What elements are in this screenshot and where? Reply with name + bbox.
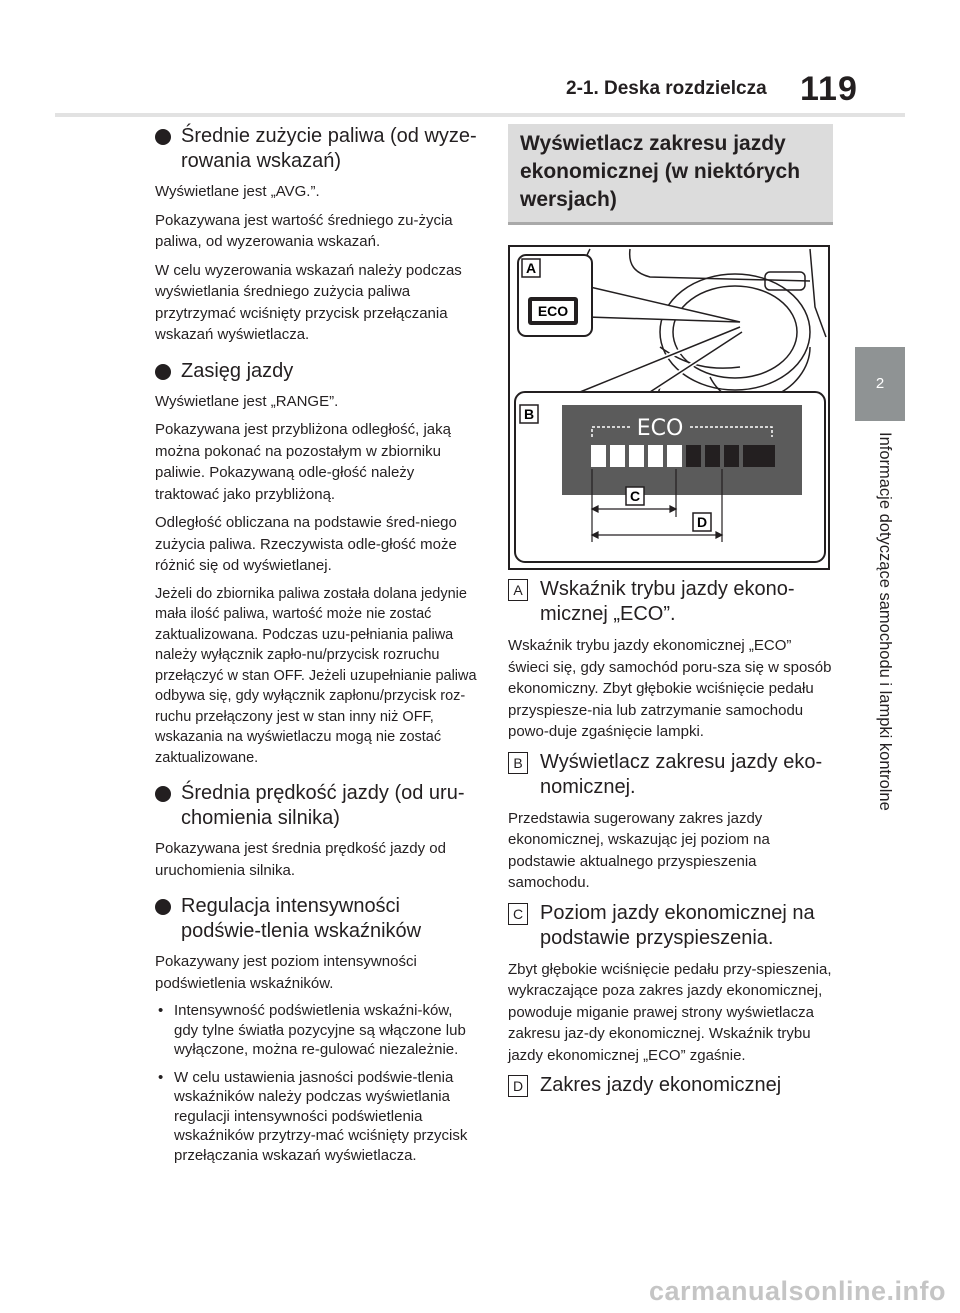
header-divider bbox=[55, 113, 905, 117]
chapter-title: Informacje dotyczące samochodu i lampki kontrolne bbox=[876, 432, 894, 811]
paragraph: Wyświetlane jest „AVG.”. bbox=[155, 183, 320, 200]
label-a-heading: A Wskaźnik trybu jazdy ekono-micznej „ECO”. bbox=[508, 577, 833, 627]
paragraph: Przedstawia sugerowany zakres jazdy ekonomicznej, wskazując jej poziom na podstawie aktualnego przyspieszenia samochodu. bbox=[508, 809, 770, 891]
page-number: 119 bbox=[800, 70, 858, 108]
paragraph: Odległość obliczana na podstawie śred-niego zużycia paliwa. Rzeczywista odle-głość może różnić się od wyświetlanej. bbox=[155, 514, 457, 574]
paragraph: W celu wyzerowania wskazań należy podczas wyświetlania średniego zużycia paliwa przytrzymać wciśnięty przycisk przełączania wskazań wyświetlacza. bbox=[155, 261, 462, 343]
paragraph: Wskaźnik trybu jazdy ekonomicznej „ECO” świeci się, gdy samochód poru-sza się w sposób ekonomiczny. Zbyt głębokie wciśnięcie pedału przyspiesze-nia lub zatrzymanie samochodu powo-duje zgaśnięcie lampki. bbox=[508, 637, 832, 740]
subheading-avg-speed: Średnia prędkość jazdy (od uru-chomienia silnika) bbox=[155, 781, 480, 831]
paragraph: Pokazywana jest przybliżona odległość, jaką można pokonać na pozostałym w zbiorniku paliwie. Pokazywaną odle-głość należy traktować jako przybliżoną. bbox=[155, 421, 451, 503]
paragraph: Pokazywana jest wartość średniego zu-życia paliwa, od wyzerowania wskazań. bbox=[155, 211, 453, 250]
fig-label-b: B bbox=[523, 406, 535, 422]
eco-bar-label: ECO bbox=[636, 416, 684, 441]
fig-label-a: A bbox=[525, 260, 537, 276]
eco-illustration bbox=[510, 247, 828, 568]
subheading-brightness: Regulacja intensywności podświe-tlenia wskaźników bbox=[155, 894, 480, 944]
fig-label-d: D bbox=[696, 514, 708, 530]
left-column bbox=[155, 124, 480, 1173]
watermark: carmanualsonline.info bbox=[648, 1276, 946, 1306]
label-b-box: B bbox=[508, 752, 528, 774]
label-d-box: D bbox=[508, 1075, 528, 1097]
paragraph: Jeżeli do zbiornika paliwa została dolana jedynie mała ilość paliwa, wartość może nie zostać zaktualizowana. Podczas uzu-pełniania paliwa należy wyłącznik zapło-nu/przycisk rozruchu przełączyć w stan OFF. Jeżeli uzupełnianie paliwa odbywa się, gdy wyłącznik zapłonu/przycisk roz-ruchu przełączony jest w stan inny niż OFF, wskazania na wyświetlaczu mogą nie zostać zaktualizowane. bbox=[155, 585, 477, 766]
right-column bbox=[508, 124, 833, 1106]
chapter-tab: 2 bbox=[855, 347, 905, 421]
label-a-box: A bbox=[508, 579, 528, 601]
section-header: 2-1. Deska rozdzielcza bbox=[566, 78, 767, 99]
section-title-box: Wyświetlacz zakresu jazdy ekonomicznej (w niektórych wersjach) bbox=[508, 124, 833, 225]
bullet-item: • W celu ustawienia jasności podświe-tlenia wskaźników należy podczas wyświetlania regulacji intensywności podświetlenia wskaźników przytrzy-mać wciśnięty przycisk przełączania wskazań wyświetlacza. bbox=[155, 1068, 480, 1166]
eco-display-figure bbox=[508, 245, 830, 570]
bullet-item: • Intensywność podświetlenia wskaźni-ków, gdy tylne światła pozycyjne są włączone lub wyłączone, można re-gulować niezależnie. bbox=[155, 1001, 480, 1060]
eco-icon-text: ECO bbox=[537, 303, 569, 319]
paragraph: Pokazywana jest średnia prędkość jazdy od uruchomienia silnika. bbox=[155, 840, 446, 879]
label-d-heading: D Zakres jazdy ekonomicznej bbox=[508, 1073, 833, 1098]
paragraph: Wyświetlane jest „RANGE”. bbox=[155, 392, 339, 410]
subheading-avg-fuel: Średnie zużycie paliwa (od wyze-rowania wskazań) bbox=[155, 124, 480, 174]
label-c-box: C bbox=[508, 903, 528, 925]
label-b-heading: B Wyświetlacz zakresu jazdy eko-nomicznej. bbox=[508, 750, 833, 800]
fig-label-c: C bbox=[629, 488, 641, 504]
paragraph: Pokazywany jest poziom intensywności podświetlenia wskaźników. bbox=[155, 953, 417, 992]
paragraph: Zbyt głębokie wciśnięcie pedału przy-spieszenia, wykraczające poza zakres jazdy ekonomicznej, powoduje miganie prawej strony wyświetlacza zakresu jaz-dy ekonomicznej. Wskaźnik trybu jazdy ekonomicznej „ECO” zgaśnie. bbox=[508, 960, 832, 1064]
subheading-range: Zasięg jazdy bbox=[155, 359, 480, 384]
label-c-heading: C Poziom jazdy ekonomicznej na podstawie przyspieszenia. bbox=[508, 901, 833, 951]
